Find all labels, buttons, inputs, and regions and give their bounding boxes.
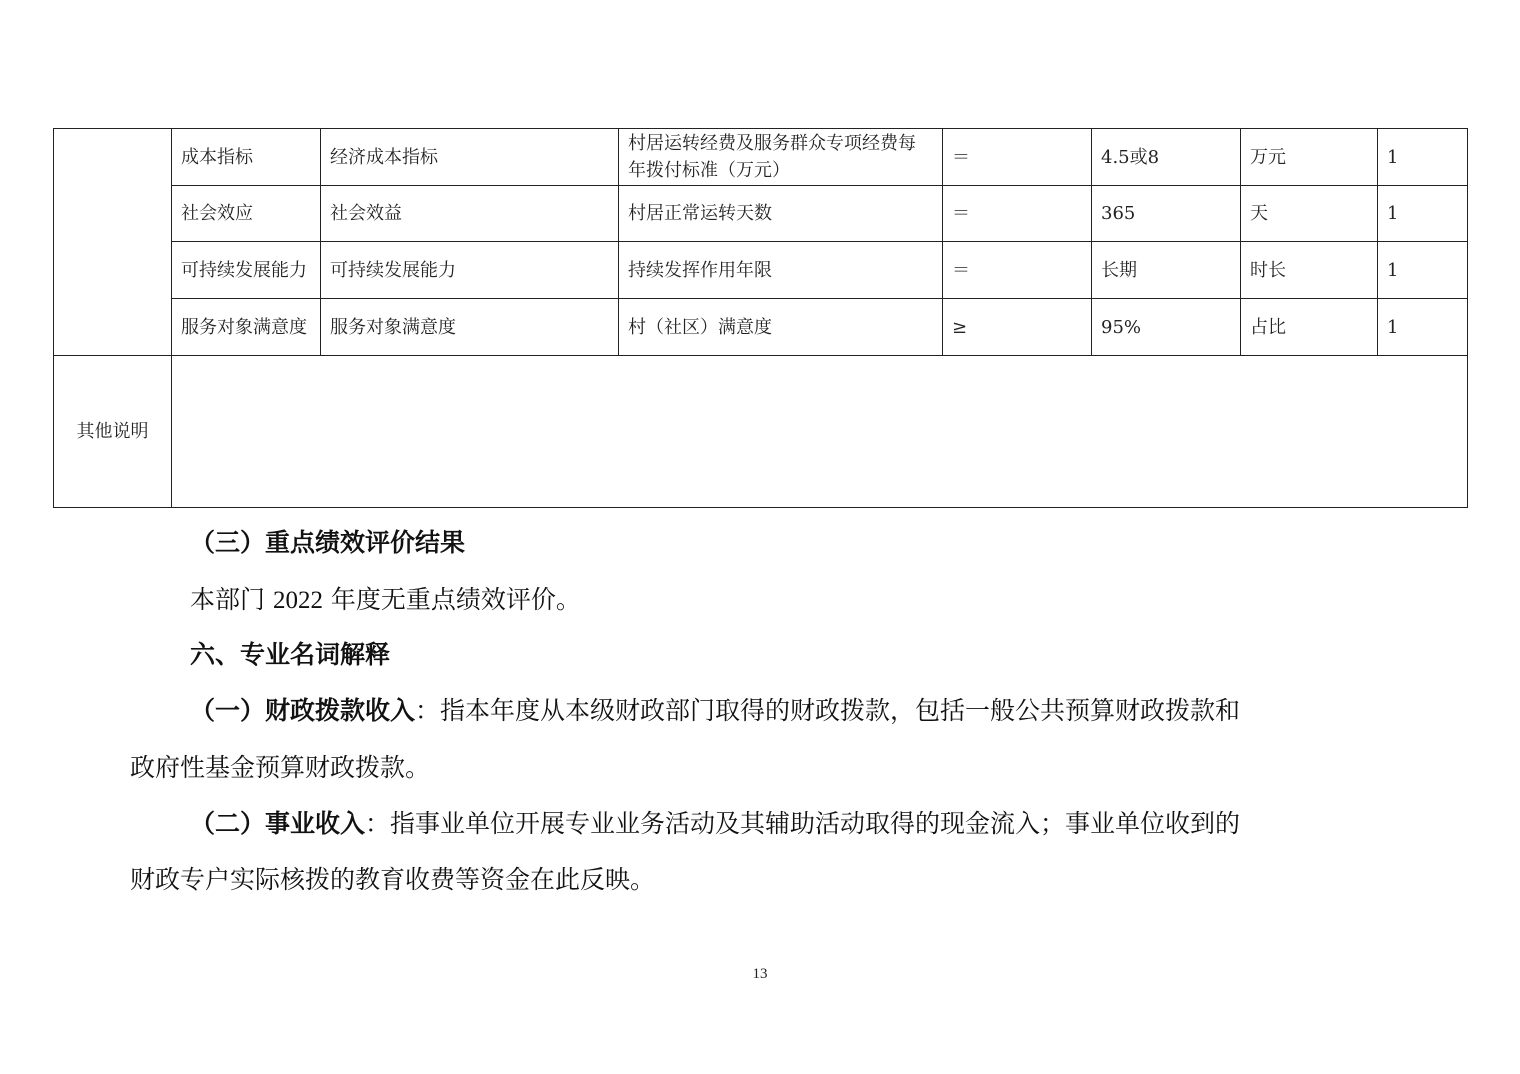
definition-2-text-cont: 财政专户实际核拨的教育收费等资金在此反映。 [130,865,656,894]
table-cell: 万元 [1241,129,1378,186]
definition-1-text: ：指本年度从本级财政部门取得的财政拨款，包括一般公共预算财政拨款和 [415,696,1241,725]
table-row [54,242,1468,299]
section-3-year: 2022 [272,587,323,614]
page-number: 13 [752,966,768,982]
table-cell: 占比 [1241,299,1378,356]
definition-2-text: ：指事业单位开展专业业务活动及其辅助活动取得的现金流入；事业单位收到的 [365,809,1241,838]
table-cell: 服务对象满意度 [172,299,321,356]
section-6-heading-text: 六、专业名词解释 [190,640,391,669]
table-cell: 95% [1092,299,1241,356]
table-cell: ＝ [943,242,1092,299]
other-notes-value [172,356,1468,508]
table-cell: 1 [1378,186,1468,242]
table-cell: 社会效应 [172,186,321,242]
table-cell: 村居正常运转天数 [619,186,943,242]
table-cell: ≥ [943,299,1092,356]
table-cell: 时长 [1241,242,1378,299]
table-cell: 村居运转经费及服务群众专项经费每年拨付标准（万元） [619,129,943,186]
table-cell: 可持续发展能力 [321,242,619,299]
table-cell: 天 [1241,186,1378,242]
other-notes-label: 其他说明 [54,356,172,508]
table-cell: 1 [1378,129,1468,186]
table-cell: 4.5或8 [1092,129,1241,186]
table-cell: 服务对象满意度 [321,299,619,356]
table-cell: 365 [1092,186,1241,242]
section-3-paragraph [190,583,581,618]
definition-1-term: （一）财政拨款收入 [190,696,416,725]
section-3-heading [190,526,465,560]
definition-2-term: （二）事业收入 [190,809,366,838]
table-cell: 1 [1378,242,1468,299]
section-3-text-b: 年度无重点绩效评价。 [322,585,581,614]
table-row [54,356,1468,508]
table-row [54,186,1468,242]
table-cell: 经济成本指标 [321,129,619,186]
definition-1-line-2 [130,751,430,785]
table-row [54,129,1468,186]
table-cell: 可持续发展能力 [172,242,321,299]
section-6-heading [190,638,390,672]
definition-1-line-1 [190,694,1240,728]
definition-1-text-cont: 政府性基金预算财政拨款。 [130,753,431,782]
table-cell: 村（社区）满意度 [619,299,943,356]
table-cell: 成本指标 [172,129,321,186]
table-row [54,299,1468,356]
performance-table [53,128,1468,508]
table-cell: 长期 [1092,242,1241,299]
table-cell: 持续发挥作用年限 [619,242,943,299]
section-3-heading-text: （三）重点绩效评价结果 [190,528,466,557]
definition-2-line-1 [190,807,1240,841]
blank-merged-cell [54,129,172,356]
table-cell: ＝ [943,186,1092,242]
table-cell: ＝ [943,129,1092,186]
definition-2-line-2 [130,863,655,897]
table-cell: 1 [1378,299,1468,356]
section-3-text-a: 本部门 [190,585,273,614]
table-cell: 社会效益 [321,186,619,242]
